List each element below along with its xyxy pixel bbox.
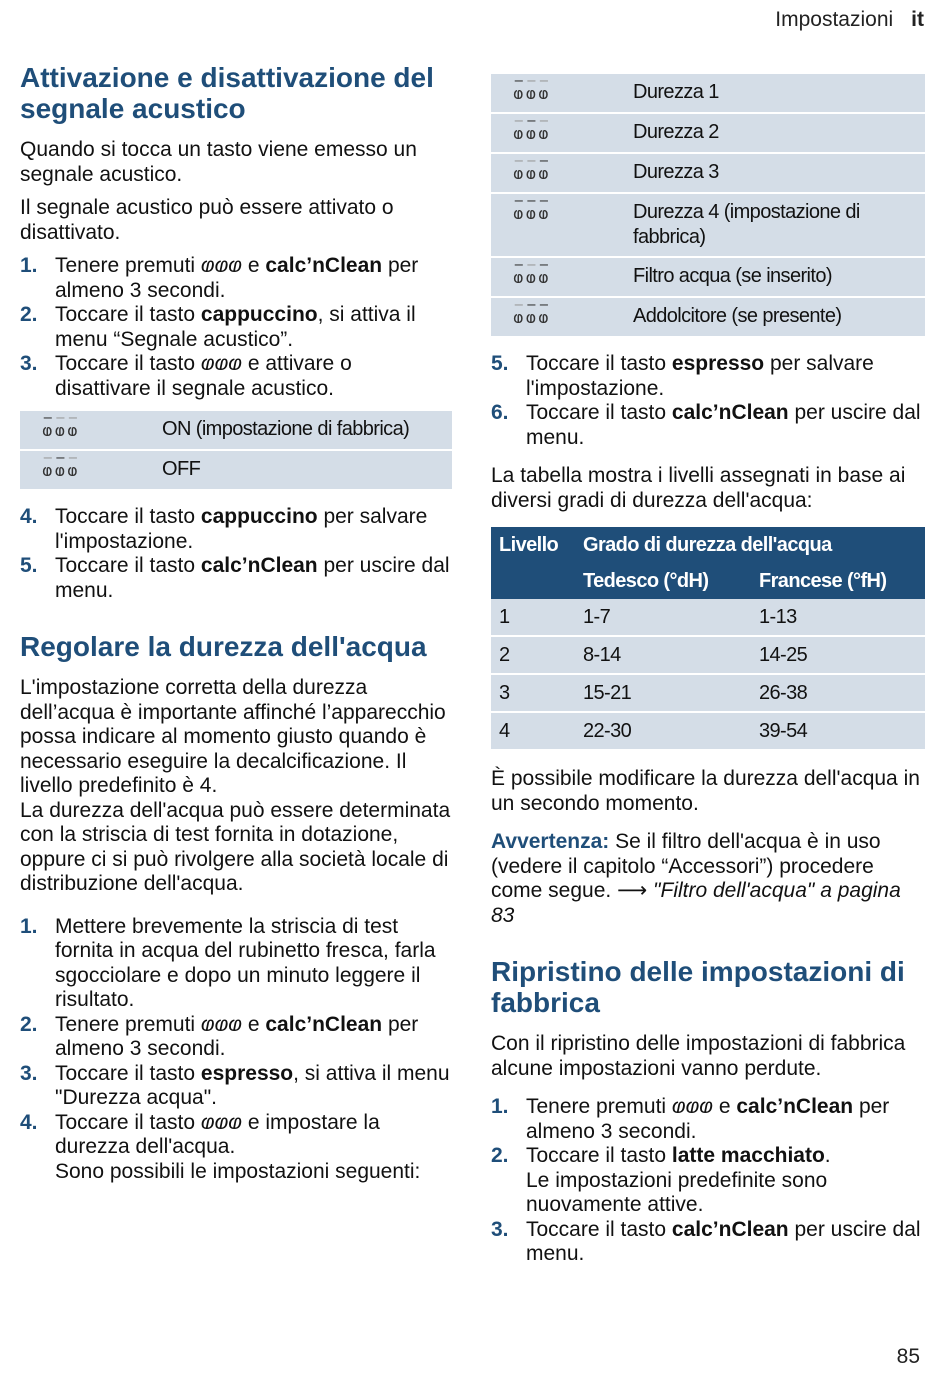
step-text: Toccare il tasto (55, 554, 201, 577)
step-number: 2. (20, 303, 38, 326)
drop-icon: ‒ ⱷ (67, 418, 78, 443)
acoustic-options-table (20, 411, 452, 491)
step-extra: Sono possibili le impostazioni seguenti: (55, 1159, 421, 1183)
option-label: Durezza 1 (625, 74, 925, 113)
step-number: 3. (491, 1217, 509, 1241)
step-text: Toccare il tasto (55, 1061, 201, 1085)
reset-p1: Con il ripristino delle impostazioni di fabbrica alcune impostazioni vanno perdute. (491, 1032, 906, 1080)
header-lang: it (911, 8, 924, 31)
step-text: Toccare il tasto (526, 1217, 672, 1241)
drop-icon: ‒ ⱷ (526, 305, 537, 330)
table-row (491, 712, 925, 750)
drop-icon: ‒ ⱷ (513, 305, 524, 330)
step-text: per almeno 3 secondi. (526, 1095, 890, 1143)
step-text: per uscire dal menu. (55, 554, 450, 602)
step-number: 2. (491, 1144, 509, 1167)
key-name: calc’nClean (736, 1095, 854, 1118)
key-name: calc’nClean (265, 1012, 383, 1036)
table-cell: 14-25 (751, 636, 925, 674)
coffee-strength-icon: ⱷⱷⱷ (671, 1095, 714, 1118)
drop-icon: ‒ ⱷ (67, 458, 78, 483)
step-text: Tenere premuti (55, 254, 201, 277)
coffee-strength-icon: ⱷⱷⱷ (200, 254, 243, 277)
list-item (20, 554, 452, 603)
key-name: calc’nClean (671, 401, 789, 424)
table-row (491, 636, 925, 674)
page-header (775, 8, 924, 32)
table-row (491, 599, 925, 636)
indicator-cell (491, 297, 625, 337)
step-text: Toccare il tasto (526, 1144, 672, 1167)
drop-icon: ‒ ⱷ (538, 121, 549, 146)
step-number: 1. (20, 254, 38, 277)
step-text: Mettere brevemente la striscia di test fornita in acqua del rubinetto fresca, farla sgocciolare e dopo un minuto leggere il risultato. (55, 914, 436, 1011)
coffee-strength-icon: ⱷⱷⱷ (200, 1110, 243, 1134)
table-cell: 15-21 (575, 674, 751, 712)
table-cell: 26-38 (751, 674, 925, 712)
step-extra: Le impostazioni predefinite sono nuovamente attive. (526, 1168, 828, 1216)
table-cell: 4 (491, 712, 575, 750)
table-intro: La tabella mostra i livelli assegnati in base ai diversi gradi di durezza dell'acqua: (491, 464, 906, 512)
list-item (20, 303, 452, 352)
drop-icon: ‒ ⱷ (538, 305, 549, 330)
step-number: 1. (491, 1095, 509, 1118)
table-cell: 1-13 (751, 599, 925, 636)
step-text: per salvare l'impostazione. (526, 352, 874, 400)
hardness-after: È possibile modificare la durezza dell'acqua in un secondo momento. (491, 767, 920, 815)
table-row (491, 153, 925, 193)
drop-icon: ‒ ⱷ (538, 265, 549, 290)
drop-icon: ‒ ⱷ (513, 201, 524, 226)
hardness-steps-2 (491, 352, 925, 450)
step-text: e impostare la durezza dell'acqua. (55, 1110, 380, 1158)
step-number: 3. (20, 1061, 38, 1085)
step-text: , si attiva il menu “Segnale acustico”. (55, 303, 416, 351)
key-name: calc’nClean (265, 254, 383, 277)
drop-icon: ‒ ⱷ (55, 458, 66, 483)
th-fr: Francese (°fH) (751, 563, 925, 599)
step-text: e (242, 254, 266, 277)
step-text: Toccare il tasto (55, 505, 201, 528)
table-cell: 22-30 (575, 712, 751, 750)
list-item (491, 401, 925, 450)
step-text: per almeno 3 secondi. (55, 1012, 419, 1060)
step-text: Tenere premuti (55, 1012, 201, 1036)
hardness-title: Regolare la durezza dell'acqua (20, 631, 427, 662)
hardness-options-table (491, 74, 925, 338)
table-row (20, 450, 452, 490)
step-text: per almeno 3 secondi. (55, 254, 419, 302)
table-row (491, 674, 925, 712)
option-label: Durezza 3 (625, 153, 925, 193)
th-de: Tedesco (°dH) (575, 563, 751, 599)
key-name: latte macchiato (671, 1144, 825, 1167)
table-cell: 39-54 (751, 712, 925, 750)
table-cell: 1 (491, 599, 575, 636)
key-name: cappuccino (200, 303, 318, 326)
hardness-p2: La durezza dell'acqua può essere determinata con la striscia di test fornita in dotazione, oppure ci si può rivolgere alla società locale di distribuzione dell'acqua. (20, 798, 451, 895)
list-item (491, 352, 925, 401)
step-number: 5. (491, 352, 509, 375)
drop-icon: ‒ ⱷ (526, 81, 537, 106)
table-row (491, 74, 925, 113)
drop-icon: ‒ ⱷ (538, 161, 549, 186)
option-label: Durezza 4 (impostazione di fabbrica) (625, 193, 925, 257)
indicator-cell (491, 113, 625, 153)
step-number: 4. (20, 1110, 38, 1134)
list-item (20, 915, 452, 1013)
key-name: espresso (671, 352, 765, 375)
drop-icon: ‒ ⱷ (42, 458, 53, 483)
coffee-strength-icon: ⱷⱷⱷ (200, 1012, 243, 1036)
step-number: 1. (20, 914, 38, 938)
drop-icon: ‒ ⱷ (526, 201, 537, 226)
acoustic-p2: Il segnale acustico può essere attivato o disattivato. (20, 196, 394, 244)
indicator-cell (491, 257, 625, 297)
step-text: . (824, 1144, 831, 1167)
note-link[interactable]: "Filtro dell'acqua" a pagina 83 (491, 879, 901, 927)
th-grade: Grado di durezza dell'acqua (575, 527, 925, 563)
reset-title: Ripristino delle impostazioni di fabbrica (491, 956, 905, 1018)
drop-icon: ‒ ⱷ (513, 121, 524, 146)
step-text: , si attiva il menu "Durezza acqua". (55, 1061, 450, 1109)
drop-icon: ‒ ⱷ (526, 161, 537, 186)
key-name: calc’nClean (671, 1217, 789, 1241)
step-text: Toccare il tasto (55, 303, 201, 326)
hardness-p1: L'impostazione corretta della durezza dell’acqua è importante affinché l’apparecchio possa indicare al momento giusto quando è necessario eseguire la decalcificazione. Il livello predefinito è 4. (20, 676, 446, 797)
step-text: e attivare o disattivare il segnale acustico. (55, 352, 352, 400)
step-text: e (713, 1095, 737, 1118)
option-label: Durezza 2 (625, 113, 925, 153)
step-text: Toccare il tasto (55, 1110, 201, 1134)
key-name: espresso (200, 1061, 294, 1085)
list-item (20, 254, 452, 303)
coffee-strength-icon: ⱷⱷⱷ (200, 352, 243, 375)
step-text: Tenere premuti (526, 1095, 672, 1118)
step-text: e (242, 1012, 266, 1036)
table-row (491, 297, 925, 337)
drop-icon: ‒ ⱷ (526, 265, 537, 290)
drop-icon: ‒ ⱷ (513, 81, 524, 106)
list-item (20, 505, 452, 554)
step-text: Toccare il tasto (526, 352, 672, 375)
indicator-cell (20, 450, 154, 490)
step-number: 6. (491, 401, 509, 424)
acoustic-p1: Quando si tocca un tasto viene emesso un segnale acustico. (20, 138, 417, 186)
acoustic-title: Attivazione e disattivazione del segnale acustico (20, 62, 434, 124)
reset-steps (491, 1095, 925, 1267)
indicator-cell (491, 153, 625, 193)
list-item (491, 1095, 925, 1144)
table-row (491, 113, 925, 153)
option-label: OFF (154, 450, 452, 490)
step-number: 3. (20, 352, 38, 375)
drop-icon: ‒ ⱷ (526, 121, 537, 146)
table-cell: 8-14 (575, 636, 751, 674)
header-section: Impostazioni (775, 8, 894, 31)
table-row (20, 411, 452, 450)
th-empty (491, 563, 575, 599)
note-text: Se il filtro dell'acqua è in uso (vedere il capitolo “Accessori”) procedere come segue. (491, 830, 881, 902)
key-name: calc’nClean (200, 554, 318, 577)
acoustic-steps (20, 254, 452, 401)
table-cell: 1-7 (575, 599, 751, 636)
indicator-cell (491, 193, 625, 257)
hardness-level-table (491, 527, 925, 751)
page-number: 85 (896, 1345, 920, 1368)
drop-icon: ‒ ⱷ (538, 201, 549, 226)
list-item (20, 1062, 452, 1111)
option-label: ON (impostazione di fabbrica) (154, 411, 452, 450)
list-item (20, 1013, 452, 1062)
th-level: Livello (491, 527, 575, 563)
arrow-right-icon: ⟶ (617, 879, 648, 902)
step-number: 2. (20, 1012, 38, 1036)
list-item (491, 1144, 925, 1218)
drop-icon: ‒ ⱷ (538, 81, 549, 106)
step-text: Toccare il tasto (526, 401, 672, 424)
option-label: Filtro acqua (se inserito) (625, 257, 925, 297)
note-label: Avvertenza: (491, 830, 610, 853)
list-item (20, 352, 452, 401)
list-item (20, 1111, 452, 1185)
table-cell: 2 (491, 636, 575, 674)
left-column (20, 62, 452, 1192)
list-item (491, 1218, 925, 1267)
key-name: cappuccino (200, 505, 318, 528)
step-text: per uscire dal menu. (526, 401, 921, 449)
step-text: Toccare il tasto (55, 352, 201, 375)
indicator-cell (20, 411, 154, 450)
step-number: 5. (20, 554, 38, 577)
step-text: per salvare l'impostazione. (55, 505, 428, 553)
acoustic-steps-2 (20, 505, 452, 603)
table-row (491, 193, 925, 257)
table-cell: 3 (491, 674, 575, 712)
drop-icon: ‒ ⱷ (55, 418, 66, 443)
table-row (491, 257, 925, 297)
hardness-steps (20, 915, 452, 1185)
step-number: 4. (20, 505, 38, 528)
indicator-cell (491, 74, 625, 113)
drop-icon: ‒ ⱷ (513, 265, 524, 290)
drop-icon: ‒ ⱷ (513, 161, 524, 186)
option-label: Addolcitore (se presente) (625, 297, 925, 337)
hardness-note (491, 830, 925, 928)
right-column (491, 74, 925, 1275)
drop-icon: ‒ ⱷ (42, 418, 53, 443)
step-text: per uscire dal menu. (526, 1217, 921, 1265)
